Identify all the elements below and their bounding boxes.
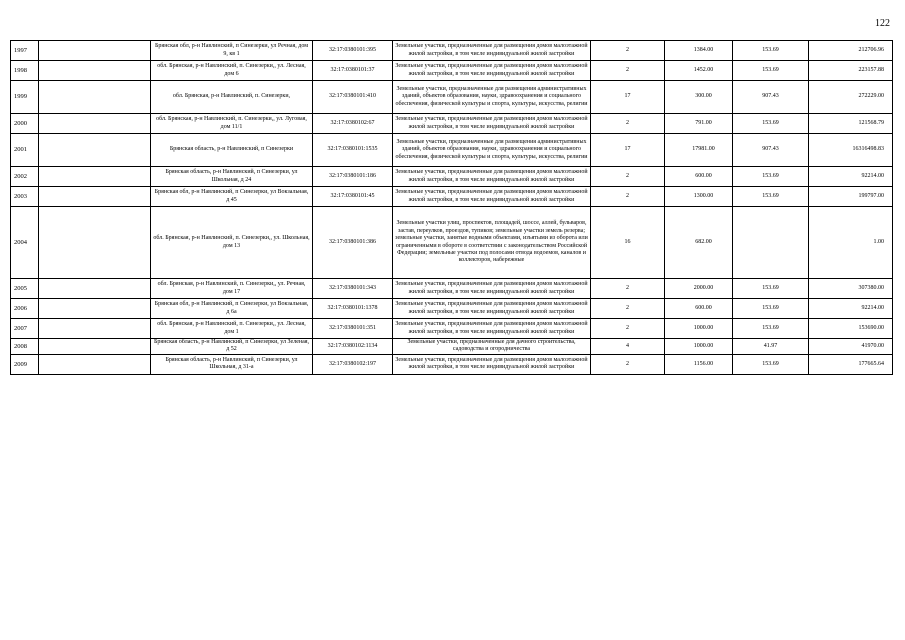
unit-price-cell: 153.69 <box>733 41 809 61</box>
area-cell: 1452.00 <box>665 61 733 81</box>
row-number: 2000 <box>11 114 39 134</box>
address-cell: Брянская область, р-н Навлинский, п Синезерки, ул Школьная, д 24 <box>151 167 313 187</box>
group-code-cell: 2 <box>591 299 665 319</box>
group-code-cell: 2 <box>591 354 665 374</box>
cadastral-value-cell: 272229.00 <box>809 81 893 114</box>
group-code-cell: 2 <box>591 41 665 61</box>
row-number: 1998 <box>11 61 39 81</box>
table-row <box>11 167 893 187</box>
cadastral-number-cell: 32:17:0380101:343 <box>313 279 393 299</box>
address-cell: Брянская обл, р-н Навлинский, п Синезерки, ул Вокзальная, д 45 <box>151 187 313 207</box>
row-number: 2004 <box>11 207 39 279</box>
area-cell: 682.00 <box>665 207 733 279</box>
blank-cell <box>39 81 151 114</box>
row-number: 2003 <box>11 187 39 207</box>
land-category-cell: Земельные участки, предназначенные для размещения домов малоэтажной жилой застройки, в том числе индивидуальной жилой застройки <box>393 299 591 319</box>
cadastral-value-cell: 41970.00 <box>809 339 893 355</box>
blank-cell <box>39 187 151 207</box>
group-code-cell: 2 <box>591 114 665 134</box>
group-code-cell: 2 <box>591 279 665 299</box>
cadastral-number-cell: 32:17:0380101:395 <box>313 41 393 61</box>
cadastral-value-cell: 199797.00 <box>809 187 893 207</box>
table-row <box>11 41 893 61</box>
row-number: 2007 <box>11 319 39 339</box>
cadastral-value-cell: 177665.64 <box>809 354 893 374</box>
row-number: 2005 <box>11 279 39 299</box>
land-registry-table <box>10 40 893 375</box>
group-code-cell: 2 <box>591 61 665 81</box>
address-cell: Брянская область, р-н Навлинский, п Синезерки, ул Школьная, д 31-а <box>151 354 313 374</box>
blank-cell <box>39 339 151 355</box>
table-row <box>11 134 893 167</box>
unit-price-cell: 907.43 <box>733 81 809 114</box>
address-cell: Брянская обл, р-н Навлинский, п Синезерки, ул Вокзальная, д 6а <box>151 299 313 319</box>
area-cell: 600.00 <box>665 167 733 187</box>
group-code-cell: 17 <box>591 81 665 114</box>
cadastral-number-cell: 32:17:0380101:386 <box>313 207 393 279</box>
row-number: 2008 <box>11 339 39 355</box>
cadastral-number-cell: 32:17:0380101:45 <box>313 187 393 207</box>
address-cell: Брянская область, р-н Навлинский, п Синезерки <box>151 134 313 167</box>
cadastral-number-cell: 32:17:0380101:1378 <box>313 299 393 319</box>
blank-cell <box>39 134 151 167</box>
cadastral-value-cell: 153690.00 <box>809 319 893 339</box>
cadastral-number-cell: 32:17:0380102:1134 <box>313 339 393 355</box>
table-row <box>11 114 893 134</box>
row-number: 2006 <box>11 299 39 319</box>
unit-price-cell: 153.69 <box>733 354 809 374</box>
blank-cell <box>39 354 151 374</box>
area-cell: 1384.00 <box>665 41 733 61</box>
address-cell: Брянская обл, р-н Навлинский, п Синезерки, ул Речная, дом 9, кв 1 <box>151 41 313 61</box>
blank-cell <box>39 319 151 339</box>
cadastral-number-cell: 32:17:0380101:186 <box>313 167 393 187</box>
blank-cell <box>39 61 151 81</box>
unit-price-cell: 153.69 <box>733 167 809 187</box>
address-cell: обл. Брянская, р-н Навлинский, п. Синезерки, <box>151 81 313 114</box>
table-row <box>11 299 893 319</box>
cadastral-value-cell: 212706.96 <box>809 41 893 61</box>
row-number: 2009 <box>11 354 39 374</box>
blank-cell <box>39 114 151 134</box>
land-category-cell: Земельные участки, предназначенные для размещения домов малоэтажной жилой застройки, в том числе индивидуальной жилой застройки <box>393 187 591 207</box>
unit-price-cell: 153.69 <box>733 114 809 134</box>
row-number: 1999 <box>11 81 39 114</box>
land-category-cell: Земельные участки, предназначенные для размещения домов малоэтажной жилой застройки, в том числе индивидуальной жилой застройки <box>393 167 591 187</box>
address-cell: обл. Брянская, р-н Навлинский, п. Синезерки,, ул. Лесная, дом 1 <box>151 319 313 339</box>
table-row <box>11 319 893 339</box>
group-code-cell: 2 <box>591 319 665 339</box>
cadastral-value-cell: 92214.00 <box>809 299 893 319</box>
unit-price-cell: 907.43 <box>733 134 809 167</box>
address-cell: Брянская область, р-н Навлинский, п Синезерки, ул Зеленая, д 52 <box>151 339 313 355</box>
table-row <box>11 339 893 355</box>
table-row <box>11 207 893 279</box>
cadastral-value-cell: 223157.88 <box>809 61 893 81</box>
area-cell: 600.00 <box>665 299 733 319</box>
unit-price-cell <box>733 207 809 279</box>
row-number: 2002 <box>11 167 39 187</box>
unit-price-cell: 153.69 <box>733 187 809 207</box>
area-cell: 2000.00 <box>665 279 733 299</box>
area-cell: 300.00 <box>665 81 733 114</box>
cadastral-number-cell: 32:17:0380102:197 <box>313 354 393 374</box>
table-body <box>11 41 893 375</box>
table-row <box>11 354 893 374</box>
land-category-cell: Земельные участки, предназначенные для размещения домов малоэтажной жилой застройки, в том числе индивидуальной жилой застройки <box>393 114 591 134</box>
cadastral-value-cell: 92214.00 <box>809 167 893 187</box>
group-code-cell: 17 <box>591 134 665 167</box>
cadastral-value-cell: 1.00 <box>809 207 893 279</box>
unit-price-cell: 153.69 <box>733 299 809 319</box>
row-number: 1997 <box>11 41 39 61</box>
blank-cell <box>39 207 151 279</box>
land-category-cell: Земельные участки, предназначенные для размещения домов малоэтажной жилой застройки, в том числе индивидуальной жилой застройки <box>393 279 591 299</box>
cadastral-number-cell: 32:17:0380101:1535 <box>313 134 393 167</box>
unit-price-cell: 153.69 <box>733 319 809 339</box>
table-row <box>11 187 893 207</box>
cadastral-number-cell: 32:17:0380101:351 <box>313 319 393 339</box>
table-row <box>11 61 893 81</box>
area-cell: 1300.00 <box>665 187 733 207</box>
cadastral-value-cell: 307380.00 <box>809 279 893 299</box>
address-cell: обл. Брянская, р-н Навлинский, п. Синезерки,, ул. Луговая, дом 11/1 <box>151 114 313 134</box>
area-cell: 1000.00 <box>665 339 733 355</box>
group-code-cell: 16 <box>591 207 665 279</box>
land-category-cell: Земельные участки, предназначенные для дачного строительства, садоводства и огородничества <box>393 339 591 355</box>
area-cell: 1000.00 <box>665 319 733 339</box>
area-cell: 791.00 <box>665 114 733 134</box>
land-category-cell: Земельные участки, предназначенные для размещения административных зданий, объектов образования, науки, здравоохранения и социального обеспечения, физической культуры и спорта, культуры, искусства, религии <box>393 81 591 114</box>
cadastral-value-cell: 121568.79 <box>809 114 893 134</box>
unit-price-cell: 41.97 <box>733 339 809 355</box>
land-category-cell: Земельные участки, предназначенные для размещения административных зданий, объектов образования, науки, здравоохранения и социального обеспечения, физической культуры и спорта, культуры, искусства, религии <box>393 134 591 167</box>
group-code-cell: 4 <box>591 339 665 355</box>
unit-price-cell: 153.69 <box>733 279 809 299</box>
blank-cell <box>39 279 151 299</box>
cadastral-number-cell: 32:17:0380101:37 <box>313 61 393 81</box>
blank-cell <box>39 299 151 319</box>
address-cell: обл. Брянская, р-н Навлинский, п. Синезерки,, ул. Речная, дом 17 <box>151 279 313 299</box>
cadastral-number-cell: 32:17:0380102:67 <box>313 114 393 134</box>
row-number: 2001 <box>11 134 39 167</box>
page-number: 122 <box>875 18 890 29</box>
unit-price-cell: 153.69 <box>733 61 809 81</box>
cadastral-value-cell: 16316498.83 <box>809 134 893 167</box>
group-code-cell: 2 <box>591 167 665 187</box>
blank-cell <box>39 167 151 187</box>
land-category-cell: Земельные участки, предназначенные для размещения домов малоэтажной жилой застройки, в том числе индивидуальной жилой застройки <box>393 41 591 61</box>
area-cell: 17981.00 <box>665 134 733 167</box>
table-row <box>11 81 893 114</box>
land-category-cell: Земельные участки улиц, проспектов, площадей, шоссе, аллей, бульваров, застав, переулков, проездов, тупиков; земельные участки земель резерва; земельные участки, занятые водными объектами, изъятыми из оборота или ограниченными в обороте в соответствии с законодательством Российской Федерации; земельные участки под полосами отвода водоемов, каналов и коллекторов, набережные <box>393 207 591 279</box>
group-code-cell: 2 <box>591 187 665 207</box>
table-row <box>11 279 893 299</box>
blank-cell <box>39 41 151 61</box>
land-category-cell: Земельные участки, предназначенные для размещения домов малоэтажной жилой застройки, в том числе индивидуальной жилой застройки <box>393 354 591 374</box>
land-category-cell: Земельные участки, предназначенные для размещения домов малоэтажной жилой застройки, в том числе индивидуальной жилой застройки <box>393 319 591 339</box>
area-cell: 1156.00 <box>665 354 733 374</box>
cadastral-number-cell: 32:17:0380101:410 <box>313 81 393 114</box>
address-cell: обл. Брянская, р-н Навлинский, п. Синезерки,, ул. Школьная, дом 13 <box>151 207 313 279</box>
address-cell: обл. Брянская, р-н Навлинский, п. Синезерки,, ул. Лесная, дом 6 <box>151 61 313 81</box>
land-category-cell: Земельные участки, предназначенные для размещения домов малоэтажной жилой застройки, в том числе индивидуальной жилой застройки <box>393 61 591 81</box>
